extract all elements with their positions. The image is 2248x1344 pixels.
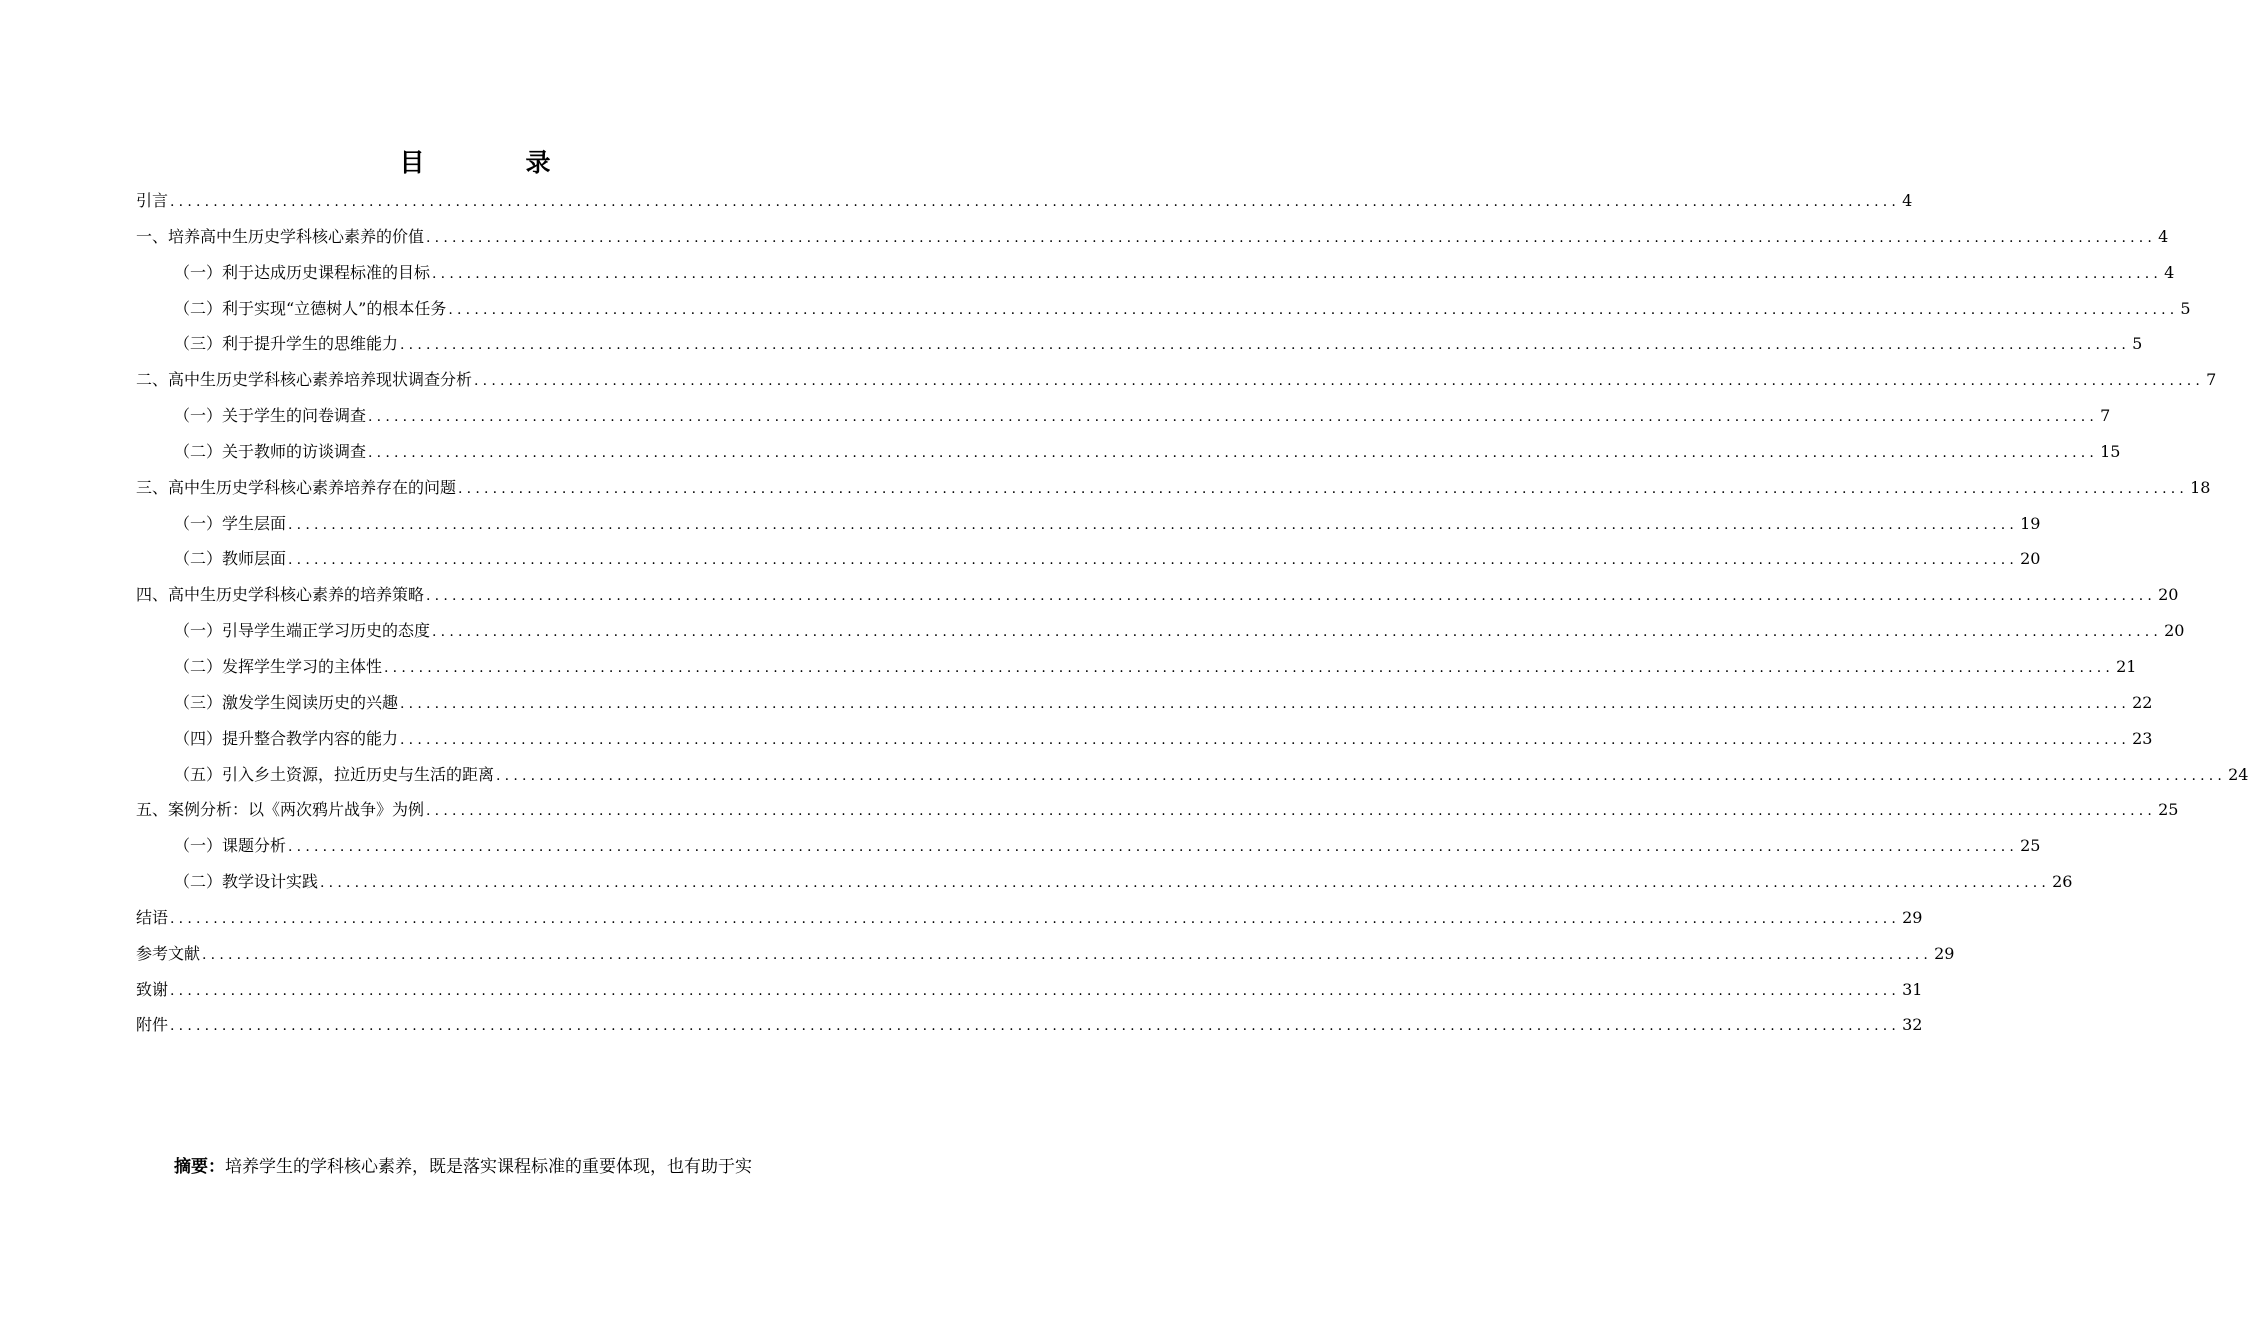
toc-leader-dots: ........................................................................................................................................................................................................ [368, 409, 2099, 426]
toc-entry[interactable] [136, 362, 2217, 398]
toc-entry-label: 结语 [136, 907, 169, 927]
toc-entry-page-number: 26 [2052, 872, 2073, 892]
toc-entry-page-number: 18 [2190, 477, 2211, 497]
toc-entry-page-number: 21 [2116, 656, 2137, 676]
toc-entry-label: 二、高中生历史学科核心素养培养现状调查分析 [136, 370, 473, 390]
toc-entry[interactable] [136, 900, 1923, 936]
toc-entry-page-number: 5 [2180, 298, 2191, 318]
toc-entry[interactable] [136, 613, 2185, 649]
toc-leader-dots: ........................................................................................................................................................................................................ [432, 624, 2163, 641]
toc-entry-page-number: 25 [2020, 836, 2041, 856]
toc-leader-dots: ........................................................................................................................................................................................................ [288, 552, 2019, 569]
toc-entry-label: （二）关于教师的访谈调查 [174, 441, 367, 461]
toc-leader-dots: ........................................................................................................................................................................................................ [384, 659, 2115, 676]
toc-leader-dots: ........................................................................................................................................................................................................ [202, 946, 1933, 963]
toc-leader-dots: ........................................................................................................................................................................................................ [400, 731, 2131, 748]
abstract-paragraph [136, 1152, 866, 1182]
toc-leader-dots: ........................................................................................................................................................................................................ [496, 767, 2227, 784]
toc-leader-dots: ........................................................................................................................................................................................................ [400, 337, 2131, 354]
toc-leader-dots: ........................................................................................................................................................................................................ [288, 516, 2019, 533]
toc-entry-label: 三、高中生历史学科核心素养培养存在的问题 [136, 477, 457, 497]
toc-entry-page-number: 22 [2132, 692, 2153, 712]
toc-entry[interactable] [136, 685, 2153, 721]
toc-entry-page-number: 7 [2206, 370, 2217, 390]
toc-leader-dots: ........................................................................................................................................................................................................ [458, 480, 2189, 497]
toc-entry-page-number: 31 [1902, 979, 1923, 999]
toc-entry-label: 四、高中生历史学科核心素养的培养策略 [136, 585, 425, 605]
toc-entry[interactable] [136, 936, 1955, 972]
toc-entry[interactable] [136, 972, 1923, 1008]
toc-leader-dots: ........................................................................................................................................................................................................ [426, 588, 2157, 605]
toc-entry-label: （二）教学设计实践 [174, 872, 319, 892]
toc-entry-page-number: 20 [2158, 585, 2179, 605]
toc-entry[interactable] [136, 183, 1913, 219]
toc-entry[interactable] [136, 506, 2041, 542]
toc-entry[interactable] [136, 434, 2121, 470]
toc-entry-page-number: 23 [2132, 728, 2153, 748]
toc-entry-page-number: 4 [2164, 262, 2175, 282]
toc-leader-dots: ........................................................................................................................................................................................................ [432, 265, 2163, 282]
toc-entry-label: 参考文献 [136, 943, 201, 963]
toc-entry-label: （一）利于达成历史课程标准的目标 [174, 262, 431, 282]
toc-entry-label: 一、培养高中生历史学科核心素养的价值 [136, 226, 425, 246]
toc-entry-page-number: 20 [2164, 621, 2185, 641]
toc-entry-page-number: 4 [1902, 191, 1913, 210]
toc-entry-page-number: 19 [2020, 513, 2041, 533]
toc-entry[interactable] [136, 255, 2175, 291]
toc-leader-dots: ........................................................................................................................................................................................................ [474, 373, 2205, 390]
toc-entry[interactable] [136, 721, 2153, 757]
toc-entry-label: （五）引入乡土资源，拉近历史与生活的距离 [174, 764, 495, 784]
toc-entry-label: （三）利于提升学生的思维能力 [174, 334, 399, 354]
toc-entry-label: （三）激发学生阅读历史的兴趣 [174, 692, 399, 712]
abstract-heading: 摘要： [174, 1157, 225, 1177]
toc-leader-dots: ........................................................................................................................................................................................................ [170, 982, 1901, 999]
toc-entry-label: 附件 [136, 1015, 169, 1035]
toc-entry[interactable] [136, 541, 2041, 577]
toc-entry[interactable] [136, 398, 2111, 434]
toc-entry[interactable] [136, 326, 2143, 362]
toc-entry-label: （一）关于学生的问卷调查 [174, 406, 367, 426]
toc-entry-label: （一）引导学生端正学习历史的态度 [174, 621, 431, 641]
toc-entry-page-number: 4 [2158, 226, 2169, 246]
toc-entry-page-number: 29 [1934, 943, 1955, 963]
toc-entry[interactable] [136, 864, 2073, 900]
toc-leader-dots: ........................................................................................................................................................................................................ [426, 803, 2157, 820]
toc-entry-page-number: 7 [2100, 406, 2111, 426]
toc-entry-label: 引言 [136, 191, 169, 210]
toc-entry-page-number: 29 [1902, 907, 1923, 927]
toc-entry[interactable] [136, 792, 2179, 828]
toc-entry-label: 致谢 [136, 979, 169, 999]
toc-entry[interactable] [136, 757, 2248, 793]
toc-entry-page-number: 15 [2100, 441, 2121, 461]
toc-entry[interactable] [136, 828, 2041, 864]
toc-entry-page-number: 24 [2228, 764, 2248, 784]
toc-leader-dots: ........................................................................................................................................................................................................ [368, 444, 2099, 461]
toc-entry-page-number: 25 [2158, 800, 2179, 820]
toc-leader-dots: ........................................................................................................................................................................................................ [426, 229, 2157, 246]
toc-leader-dots: ........................................................................................................................................................................................................ [170, 1018, 1901, 1035]
abstract-text: 培养学生的学科核心素养，既是落实课程标准的重要体现，也有助于实 [225, 1157, 752, 1177]
toc-entry-label: （一）学生层面 [174, 513, 287, 533]
toc-entry-label: （一）课题分析 [174, 836, 287, 856]
toc-entry-page-number: 5 [2132, 334, 2143, 354]
toc-entry-label: （四）提升整合教学内容的能力 [174, 728, 399, 748]
toc-leader-dots: ........................................................................................................................................................................................................ [170, 194, 1901, 210]
toc-entry-label: （二）教师层面 [174, 549, 287, 569]
toc-entry-label: 五、案例分析：以《两次鸦片战争》为例 [136, 800, 425, 820]
toc-entry-page-number: 32 [1902, 1015, 1923, 1035]
toc-leader-dots: ........................................................................................................................................................................................................ [170, 910, 1901, 927]
toc-entry-label: （二）利于实现“立德树人”的根本任务 [174, 298, 447, 318]
toc-entry[interactable] [136, 470, 2211, 506]
toc-entry[interactable] [136, 1007, 1923, 1043]
toc-leader-dots: ........................................................................................................................................................................................................ [320, 875, 2051, 892]
toc-entry[interactable] [136, 577, 2179, 613]
toc-entry[interactable] [136, 649, 2137, 685]
toc-list [136, 183, 2248, 1043]
toc-entry-label: （二）发挥学生学习的主体性 [174, 656, 383, 676]
toc-title: 目 录 [399, 148, 589, 177]
toc-entry[interactable] [136, 219, 2169, 255]
toc-entry[interactable] [136, 291, 2191, 327]
toc-entry-page-number: 20 [2020, 549, 2041, 569]
toc-leader-dots: ........................................................................................................................................................................................................ [288, 839, 2019, 856]
toc-leader-dots: ........................................................................................................................................................................................................ [400, 695, 2131, 712]
toc-leader-dots: ........................................................................................................................................................................................................ [448, 301, 2179, 318]
